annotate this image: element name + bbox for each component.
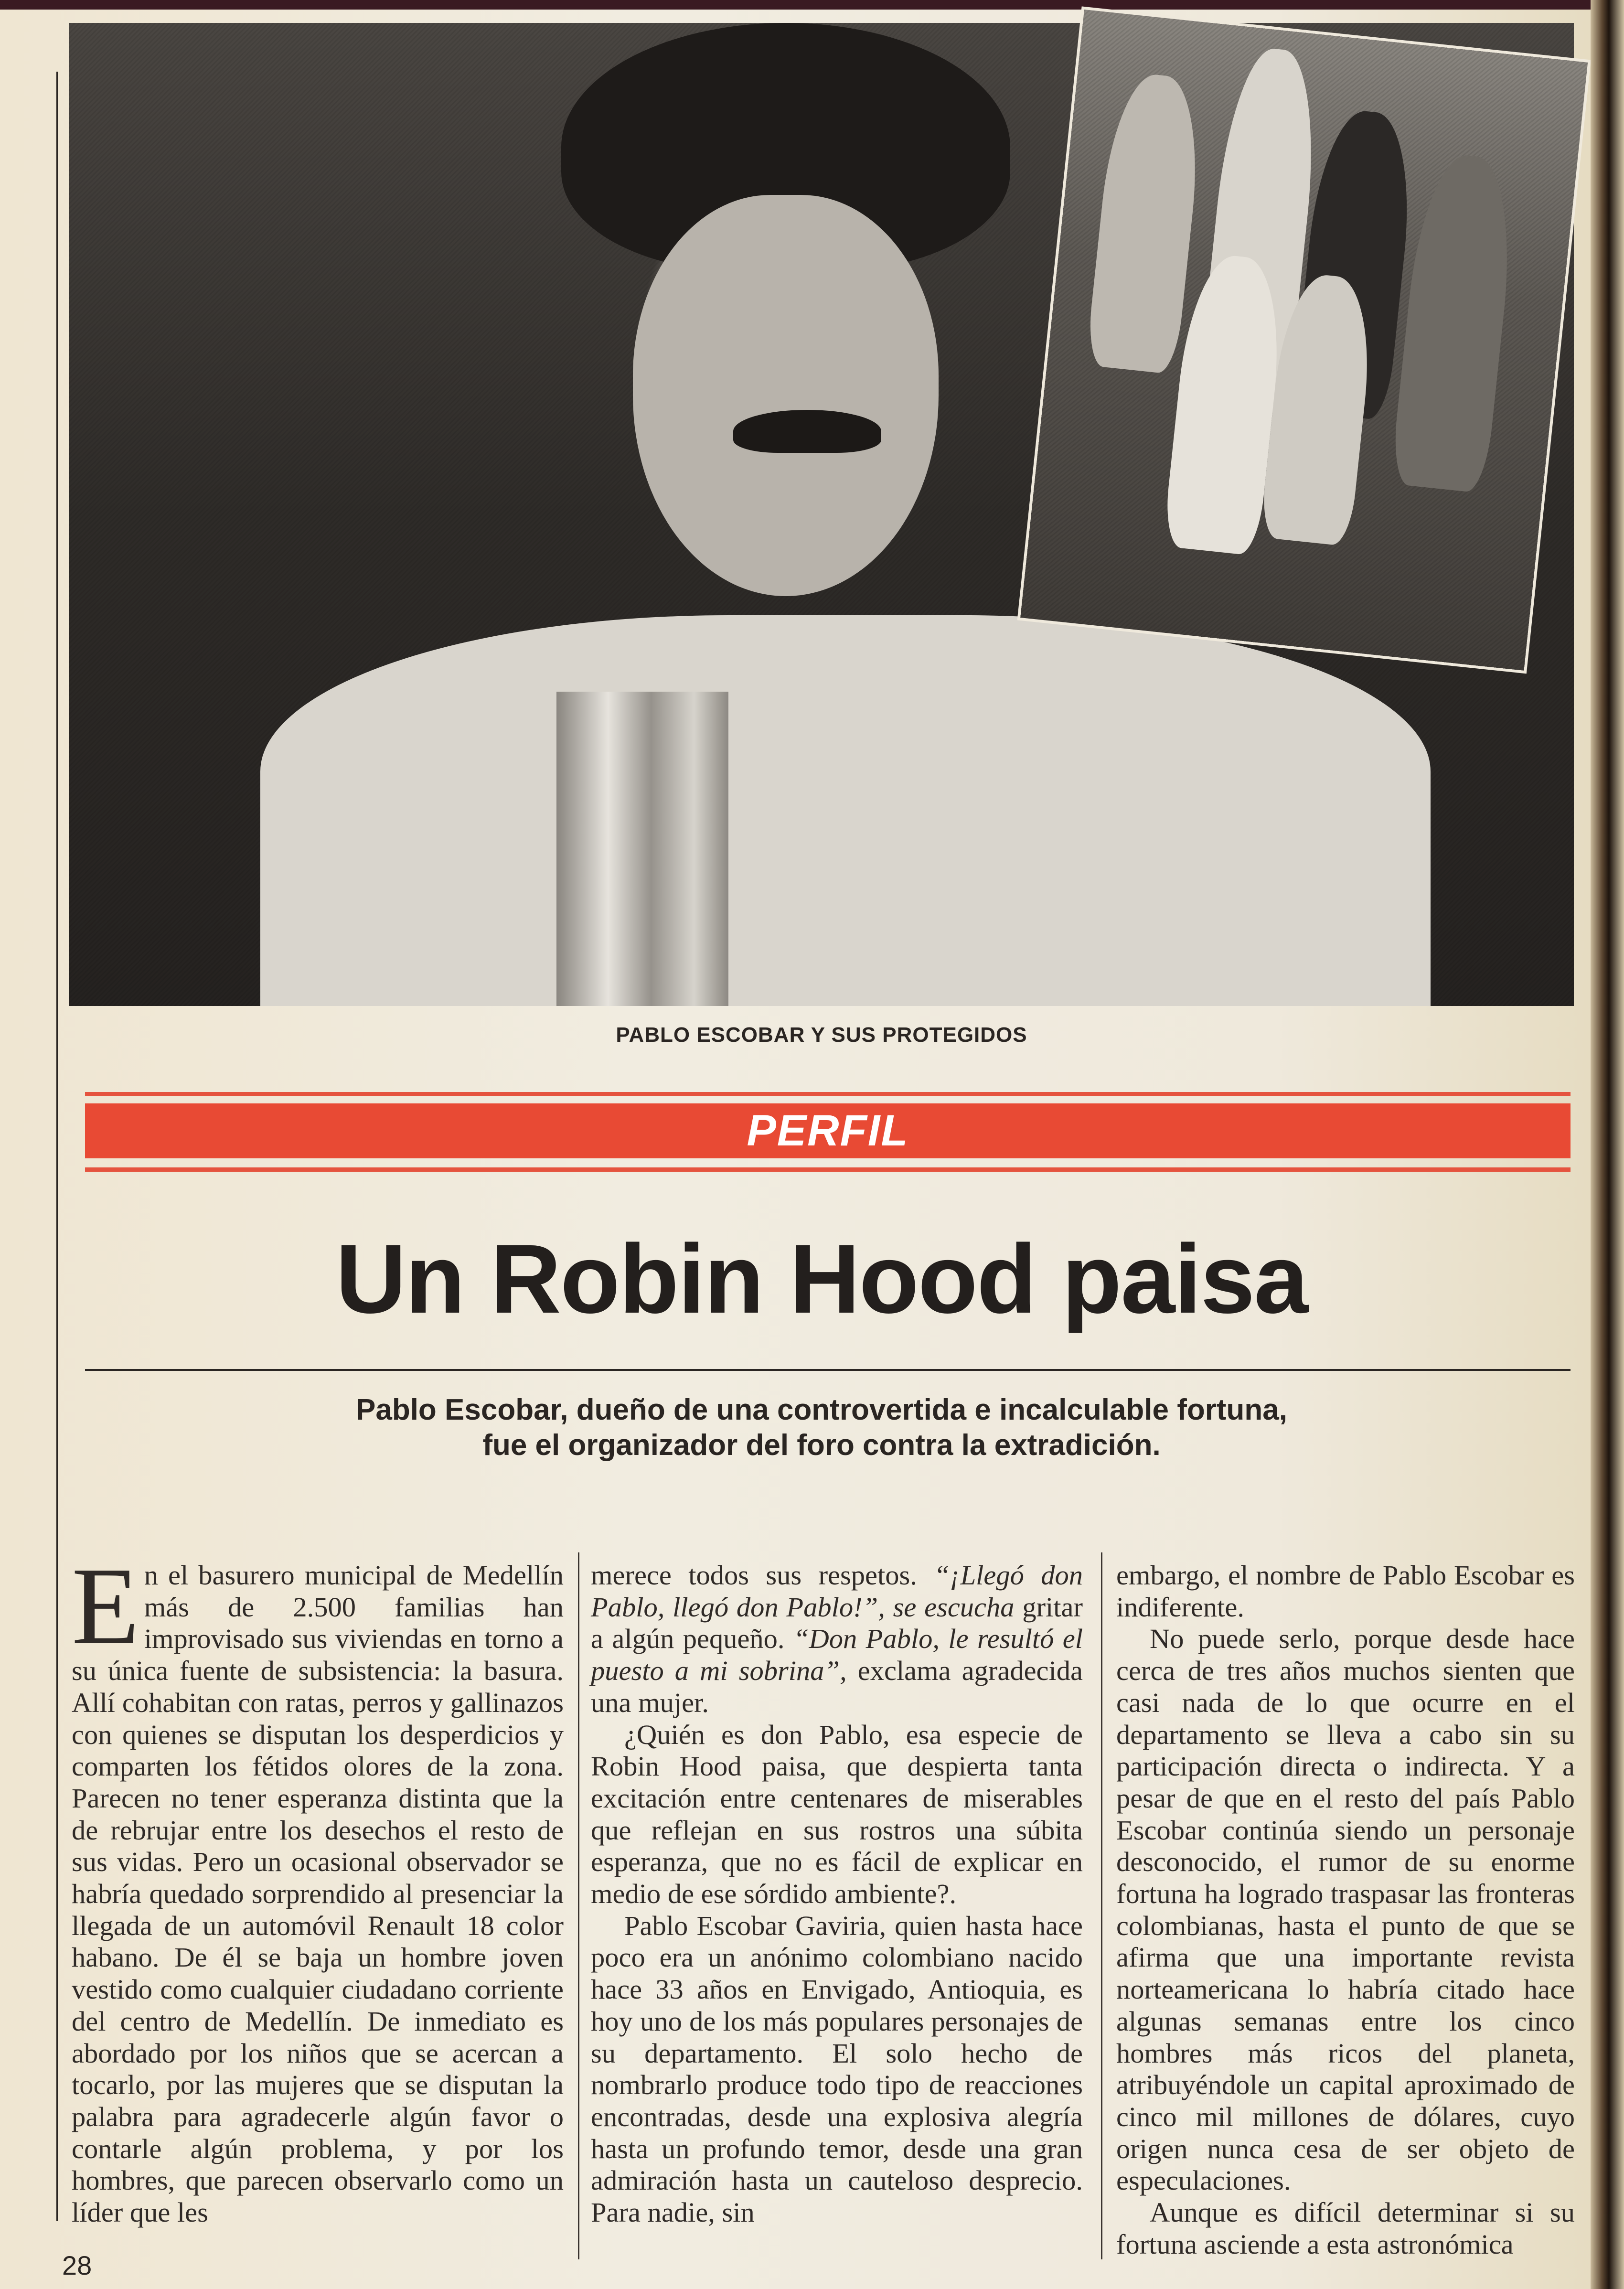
photo-glass (556, 692, 728, 1006)
paragraph-text: exclama agradecida una mujer. (591, 1655, 1083, 1718)
banner-rule-bottom (85, 1167, 1571, 1172)
magazine-page (0, 10, 1591, 2289)
paragraph: Pablo Escobar Gaviria, quien hasta hace poco era un anónimo colombiano nacido hace 33 años en Envigado, Antioquia, es hoy uno de los más populares personajes de su departamento. El solo hecho de nombrarlo produce todo tipo de reacciones encontradas, desde una explosiva alegría hasta un profundo temor, desde una gran admiración hasta un cauteloso desprecio. Para nadie, sin (591, 1910, 1083, 2228)
photo-mustache (733, 410, 881, 453)
drop-cap: E (72, 1545, 139, 1668)
paragraph (72, 1545, 564, 2229)
paragraph: No puede serlo, porque desde hace cerca de tres años muchos sienten que casi nada de lo que ocurre en el departamento se lleva a cabo sin su participación directa o indirecta. Y a pesar de que en el resto del país Pablo Escobar continúa siendo un personaje desconocido, el rumor de su enorme fortuna ha logrado traspasar las fronteras colombianas, hasta el punto de que se afirma que una importante revista norteamericana lo habría citado hace algunas semanas entre los cinco hombres más ricos del planeta, atribuyéndole un capital aproximado de cinco mil millones de dólares, cuyo origen nunca cesa de ser objeto de especulaciones. (1116, 1623, 1575, 2196)
article-column-3 (1116, 1560, 1575, 2260)
section-banner (85, 1103, 1571, 1158)
quote: “¡Llegó don Pablo, llegó don Pablo!”, se escucha (591, 1560, 1083, 1623)
quote: “Don Pablo, le resultó el puesto a mi sobrina”, (591, 1623, 1083, 1687)
column-rule (1101, 1552, 1102, 2259)
paragraph (591, 1560, 1083, 1719)
photo-face (633, 195, 939, 596)
book-gutter (1591, 0, 1624, 2289)
paragraph-text: merece todos sus respetos. (591, 1560, 934, 1591)
deck-line: fue el organizador del foro contra la extradición. (482, 1429, 1161, 1462)
page-number: 28 (62, 2250, 92, 2280)
paragraph-text: n el basurero municipal de Medellín más de 2.500 familias han improvisado sus viviendas en torno a su única fuente de subsistencia: la basura. Allí cohabitan con ratas, perros y gallinazos con quienes se disputan los desperdicios y comparten los fétidos olores de la zona. Parecen no tener esperanza distinta que la de rebrujar entre los desechos el resto de sus vidas. Pero un ocasional observador se habría quedado sorprendido al presenciar la llegada de un automóvil Renault 18 color habano. De él se baja un hombre joven vestido como cualquier ciudadano corriente del centro de Medellín. De inmediato es abordado por los niños que se acercan a tocarlo, por las mujeres que se disputan la palabra para agradecerle algún favor o contarle algún problema, y por los hombres, que parecen observarlo como un líder que les (72, 1560, 564, 2228)
paragraph: Aunque es difícil determinar si su fortuna asciende a esta astronómica (1116, 2197, 1575, 2260)
photo-figure (1085, 71, 1207, 374)
paragraph: embargo, el nombre de Pablo Escobar es indiferente. (1116, 1560, 1575, 1623)
column-rule (578, 1552, 579, 2259)
inset-photo (1020, 10, 1588, 671)
paragraph: ¿Quién es don Pablo, esa especie de Robin Hood paisa, que despierta tanta excitación entre centenares de miserables que reflejan en sus rostros una súbita esperanza, que no es fácil de explicar en medio de ese sórdido ambiente?. (591, 1719, 1083, 1910)
margin-rule (56, 72, 58, 2221)
article-column-2 (591, 1560, 1083, 2243)
photo-figure (1390, 151, 1520, 493)
article-column-1 (72, 1545, 564, 2243)
paragraph-text: gritar a algún pequeño. (591, 1591, 1083, 1655)
banner-rule-top (85, 1092, 1571, 1096)
deck-line: Pablo Escobar, dueño de una controvertida e incalculable fortuna, (356, 1393, 1287, 1426)
article-deck (69, 1392, 1574, 1463)
photo-caption: PABLO ESCOBAR Y SUS PROTEGIDOS (616, 1023, 1027, 1047)
photo-shirt (260, 615, 1431, 1006)
article-headline: Un Robin Hood paisa (335, 1224, 1308, 1334)
headline-rule (85, 1369, 1571, 1371)
section-label: PERFIL (747, 1106, 909, 1155)
